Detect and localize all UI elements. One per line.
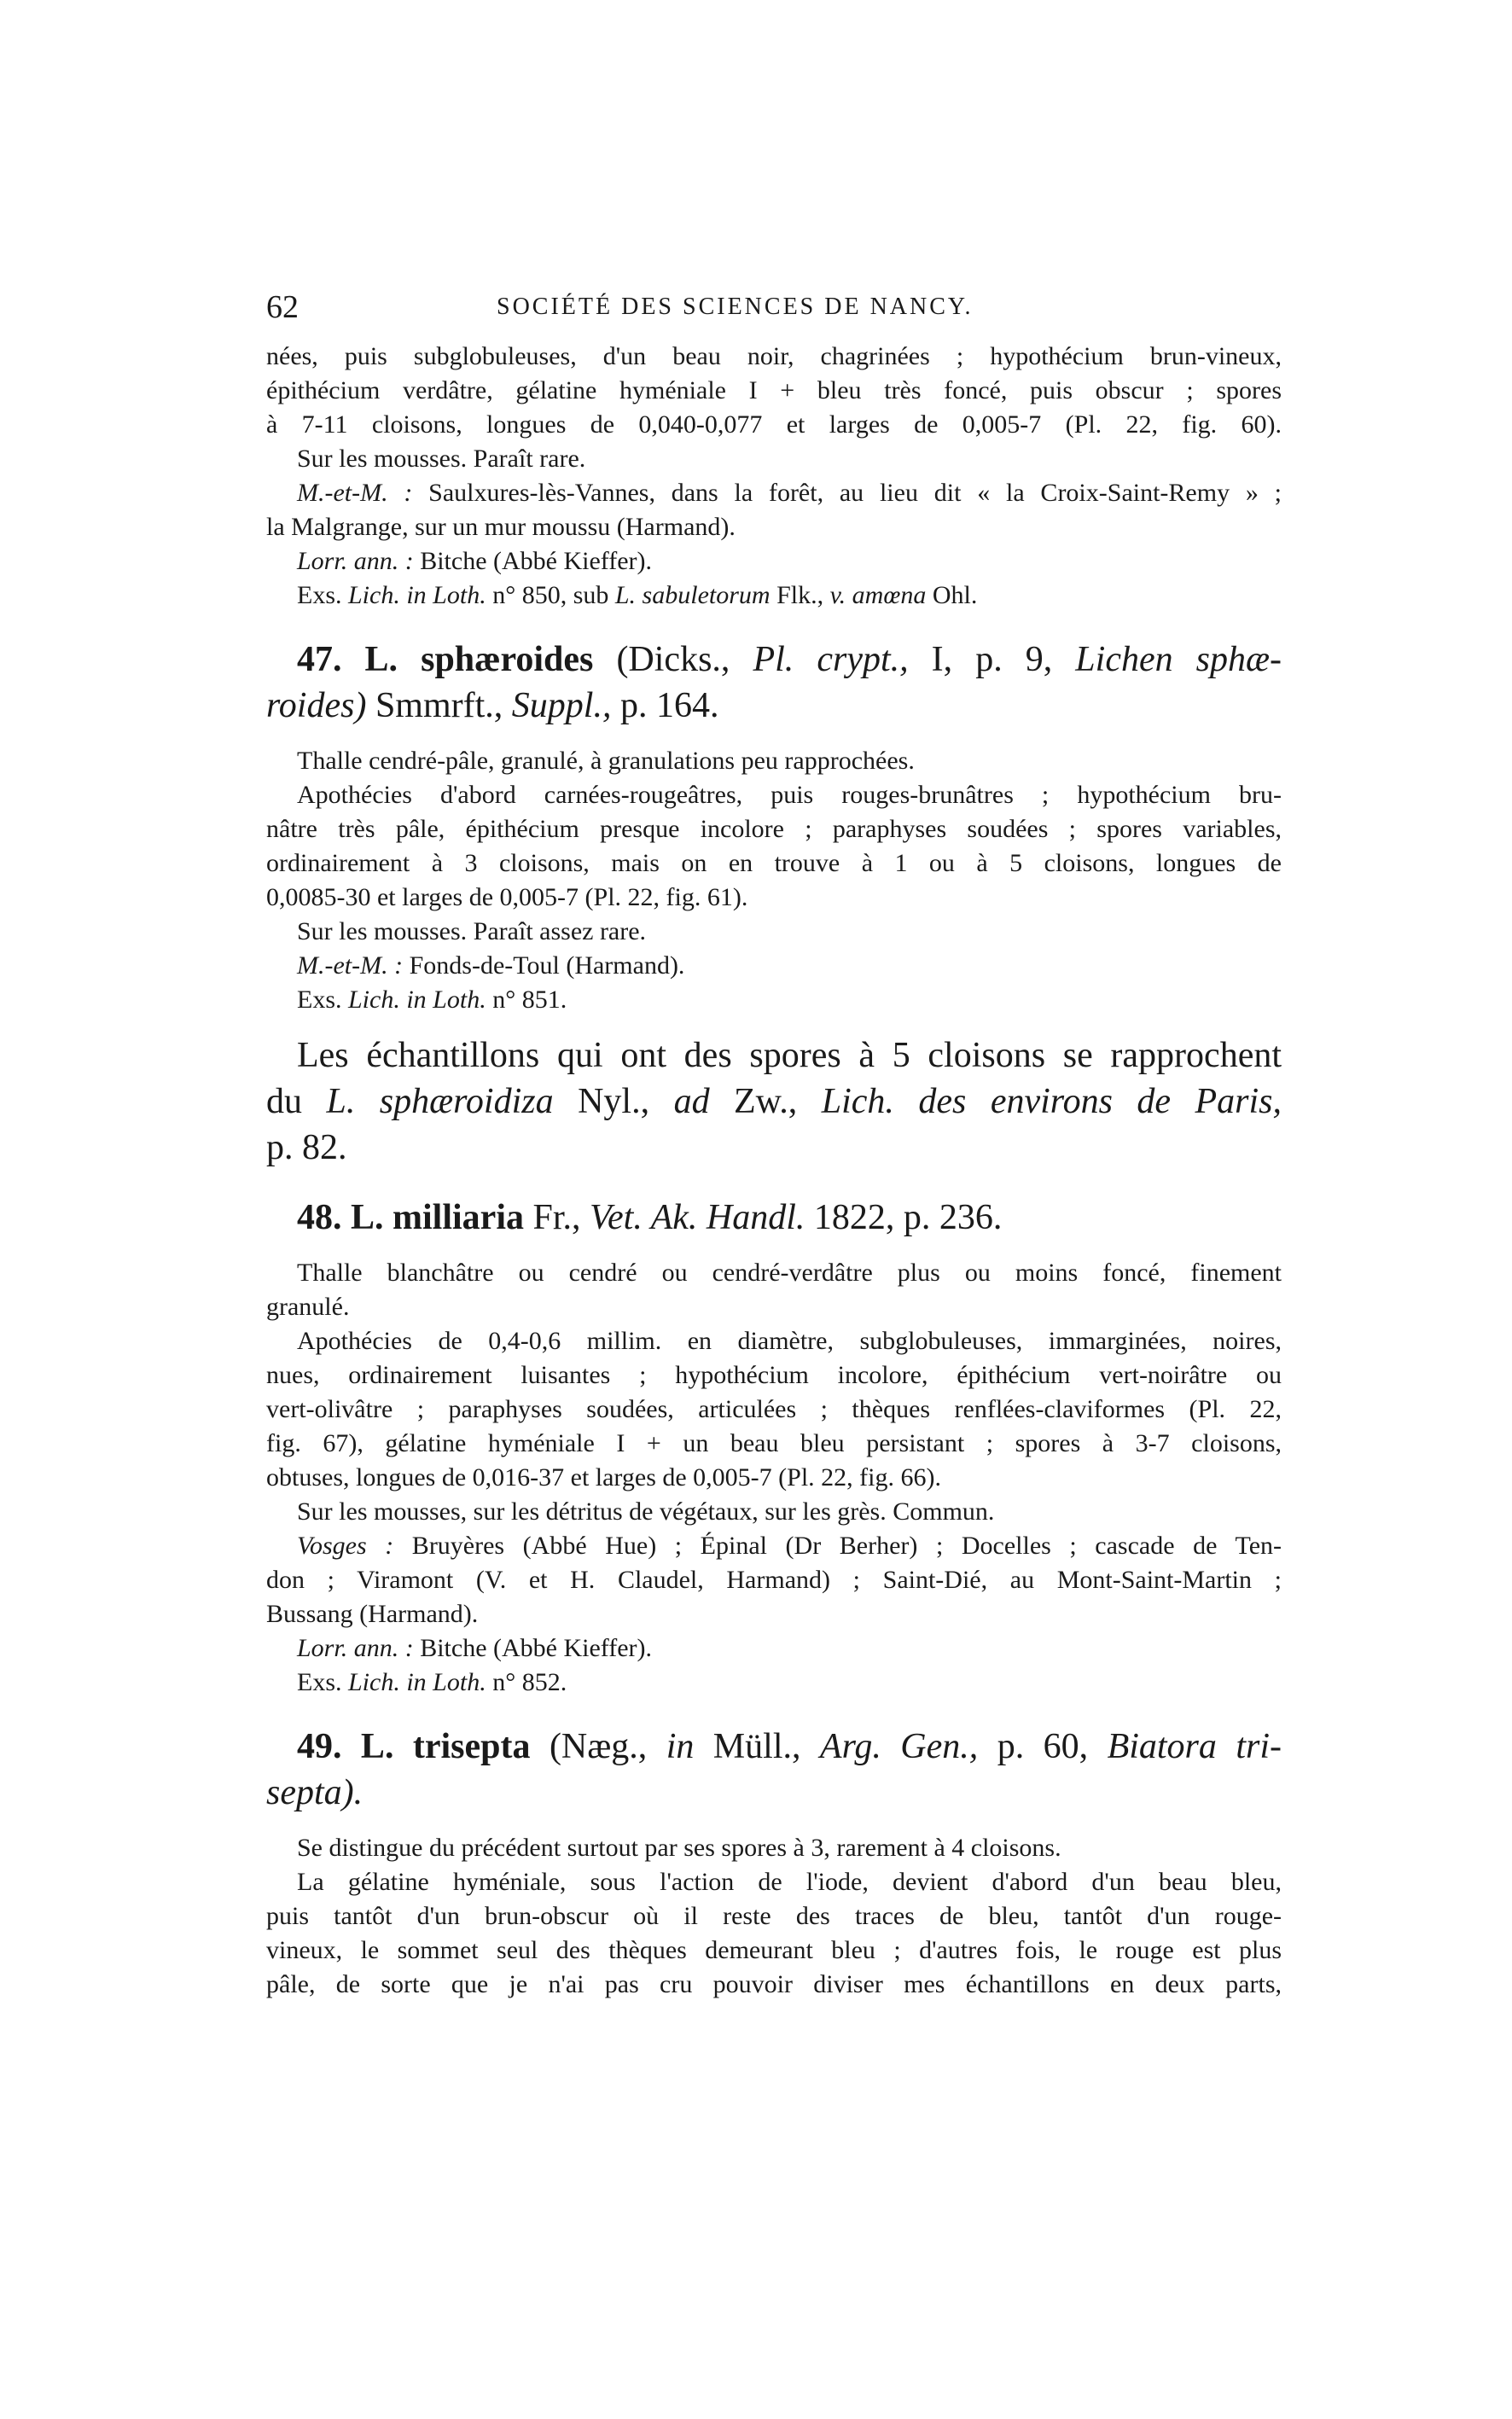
page-header (266, 288, 1282, 331)
text-line: vert-olivâtre ; paraphyses soudées, articulées ; thèques renflées-claviformes (Pl. 22, (266, 1395, 1282, 1423)
locality-label: M.-et-M. : (297, 951, 404, 980)
text-line: vineux, le sommet seul des thèques demeurant bleu ; d'autres fois, le rouge est plus (266, 1936, 1282, 1964)
text-line: granulé. (266, 1293, 350, 1321)
text-line: Exs. Lich. in Loth. n° 851. (297, 986, 567, 1014)
text-line: La gélatine hyméniale, sous l'action de l'iode, devient d'abord d'un beau bleu, (297, 1868, 1282, 1896)
text-line: Sur les mousses. Paraît assez rare. (297, 917, 647, 945)
species-heading-49: 49. L. trisepta (Næg., in Müll., Arg. Gen., p. 60, Biatora tri- (297, 1727, 1282, 1766)
text-line: Sur les mousses. Paraît rare. (297, 445, 586, 473)
species-heading-47: 47. L. sphæroides (Dicks., Pl. crypt., I, p. 9, Lichen sphæ- (297, 640, 1282, 679)
text-line: Se distingue du précédent surtout par ses spores à 3, rarement à 4 cloisons. (297, 1834, 1061, 1862)
text-line: ordinairement à 3 cloisons, mais on en trouve à 1 ou à 5 cloisons, longues de (266, 849, 1282, 877)
text-line: M.-et-M. : Fonds-de-Toul (Harmand). (297, 951, 685, 980)
text-line: Lorr. ann. : Bitche (Abbé Kieffer). (297, 547, 653, 575)
text-line: nâtre très pâle, épithécium presque incolore ; paraphyses soudées ; spores variables, (266, 815, 1282, 843)
text-line: Lorr. ann. : Bitche (Abbé Kieffer). (297, 1634, 653, 1662)
locality-label: Lorr. ann. : (297, 547, 414, 575)
text-line: puis tantôt d'un brun-obscur où il reste des traces de bleu, tantôt d'un rouge- (266, 1902, 1282, 1930)
note-paragraph: Les échantillons qui ont des spores à 5 cloisons se rapprochent (297, 1036, 1282, 1075)
text-line: Sur les mousses, sur les détritus de végétaux, sur les grès. Commun. (297, 1497, 995, 1526)
text-line: nées, puis subglobuleuses, d'un beau noir, chagrinées ; hypothécium brun-vineux, (266, 342, 1282, 370)
text-line: épithécium verdâtre, gélatine hyméniale I + bleu très foncé, puis obscur ; spores (266, 376, 1282, 404)
text-line: à 7-11 cloisons, longues de 0,040-0,077 et larges de 0,005-7 (Pl. 22, fig. 60). (266, 410, 1282, 439)
note-paragraph: p. 82. (266, 1128, 347, 1167)
text-line: M.-et-M. : Saulxures-lès-Vannes, dans la forêt, au lieu dit « la Croix-Saint-Remy » ; (297, 479, 1282, 507)
locality-label: Vosges : (297, 1532, 394, 1560)
text-line: Exs. Lich. in Loth. n° 852. (297, 1668, 567, 1696)
note-paragraph: du L. sphæroidiza Nyl., ad Zw., Lich. des environs de Paris, (266, 1082, 1282, 1121)
text-line: Thalle blanchâtre ou cendré ou cendré-verdâtre plus ou moins foncé, finement (297, 1259, 1282, 1287)
running-title: SOCIÉTÉ DES SCIENCES DE NANCY. (497, 294, 974, 320)
text-line: obtuses, longues de 0,016-37 et larges de 0,005-7 (Pl. 22, fig. 66). (266, 1463, 942, 1492)
text-line: la Malgrange, sur un mur moussu (Harmand). (266, 513, 736, 541)
text-line: Thalle cendré-pâle, granulé, à granulations peu rapprochées. (297, 747, 915, 775)
species-heading-47-cont: roides) Smmrft., Suppl., p. 164. (266, 686, 719, 725)
text-line: Exs. Lich. in Loth. n° 850, sub L. sabuletorum Flk., v. amœna Ohl. (297, 581, 978, 609)
text-line: nues, ordinairement luisantes ; hypothécium incolore, épithécium vert-noirâtre ou (266, 1361, 1282, 1389)
text-line: don ; Viramont (V. et H. Claudel, Harmand) ; Saint-Dié, au Mont-Saint-Martin ; (266, 1566, 1282, 1594)
text-line: 0,0085-30 et larges de 0,005-7 (Pl. 22, fig. 61). (266, 883, 748, 911)
page-number: 62 (266, 289, 299, 325)
species-heading-48: 48. L. milliaria Fr., Vet. Ak. Handl. 1822, p. 236. (297, 1198, 1003, 1237)
text-line: Apothécies de 0,4-0,6 millim. en diamètre, subglobuleuses, immarginées, noires, (297, 1327, 1282, 1355)
text-line: Apothécies d'abord carnées-rougeâtres, puis rouges-brunâtres ; hypothécium bru- (297, 781, 1282, 809)
text-line: pâle, de sorte que je n'ai pas cru pouvoir diviser mes échantillons en deux parts, (266, 1970, 1282, 1998)
locality-label: M.-et-M. : (297, 479, 413, 507)
text-line: Vosges : Bruyères (Abbé Hue) ; Épinal (Dr Berher) ; Docelles ; cascade de Ten- (297, 1532, 1282, 1560)
text-line: fig. 67), gélatine hyméniale I + un beau bleu persistant ; spores à 3-7 cloisons, (266, 1429, 1282, 1457)
page-body (266, 340, 1282, 2002)
locality-label: Lorr. ann. : (297, 1634, 414, 1662)
text-line: Bussang (Harmand). (266, 1600, 479, 1628)
species-heading-49-cont: septa). (266, 1773, 363, 1812)
